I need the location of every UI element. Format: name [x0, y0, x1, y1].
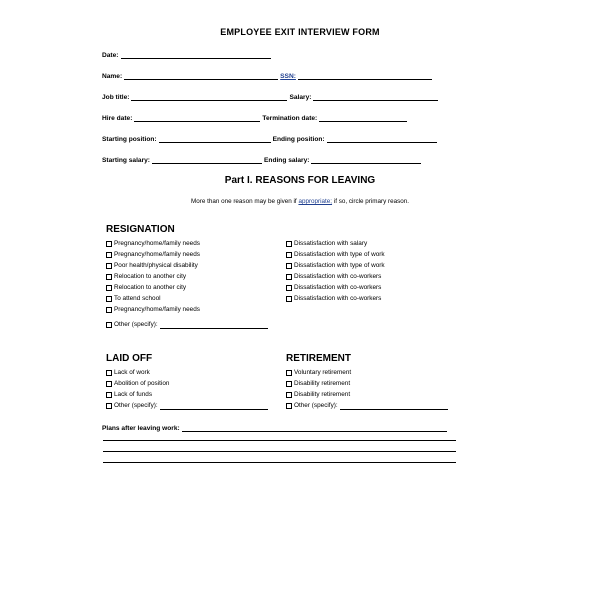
checkbox-label: Abolition of position [114, 380, 170, 387]
checkbox-label: Poor health/physical disability [114, 262, 198, 269]
note-text-before: More than one reason may be given if [190, 198, 299, 205]
starting-salary-field[interactable] [152, 155, 262, 164]
ssn-label: SSN: [280, 73, 296, 80]
part1-note [0, 198, 600, 205]
starting-salary-label: Starting salary: [102, 157, 151, 164]
plans-field-line-4[interactable] [103, 462, 456, 463]
retirement-heading: RETIREMENT [286, 353, 351, 364]
part1-title: Part I. REASONS FOR LEAVING [224, 175, 376, 186]
ending-salary-field[interactable] [311, 155, 421, 164]
hire-date-label: Hire date: [102, 115, 133, 122]
checkbox-label: Relocation to another city [114, 273, 187, 280]
plans-label: Plans after leaving work: [102, 425, 180, 432]
checkbox-item[interactable] [286, 249, 385, 260]
checkbox-item[interactable] [106, 238, 268, 249]
resignation-left-list [106, 238, 268, 330]
termination-date-field[interactable] [319, 113, 407, 122]
other-label: Other (specify): [294, 402, 338, 409]
note-link[interactable]: appropriate; [298, 198, 333, 205]
plans-field-line-1[interactable] [182, 423, 447, 432]
salary-field[interactable] [313, 92, 438, 101]
checkbox-item[interactable] [286, 238, 385, 249]
name-field[interactable] [124, 71, 278, 80]
checkbox-icon[interactable] [286, 274, 292, 280]
date-row [102, 47, 273, 59]
termination-date-label: Termination date: [262, 115, 318, 122]
checkbox-icon[interactable] [286, 381, 292, 387]
checkbox-item[interactable] [106, 271, 268, 282]
checkbox-icon[interactable] [286, 392, 292, 398]
checkbox-label: To attend school [114, 295, 161, 302]
checkbox-item[interactable] [106, 249, 268, 260]
checkbox-item[interactable] [286, 271, 385, 282]
resignation-other-item[interactable] [106, 319, 268, 330]
checkbox-item[interactable] [286, 389, 448, 400]
checkbox-icon[interactable] [286, 252, 292, 258]
date-label: Date: [102, 52, 119, 59]
job-title-row [102, 89, 440, 101]
starting-position-label: Starting position: [102, 136, 157, 143]
checkbox-icon[interactable] [286, 403, 292, 409]
job-title-field[interactable] [131, 92, 287, 101]
starting-position-field[interactable] [159, 134, 271, 143]
laid-off-list [106, 367, 268, 411]
checkbox-label: Dissatisfaction with type of work [294, 251, 385, 258]
checkbox-item[interactable] [106, 260, 268, 271]
retirement-other-item[interactable] [286, 400, 448, 411]
checkbox-label: Lack of work [114, 369, 150, 376]
ending-salary-label: Ending salary: [264, 157, 310, 164]
note-text-after: if so, circle primary reason. [332, 198, 410, 205]
checkbox-icon[interactable] [106, 403, 112, 409]
other-label: Other (specify): [114, 402, 158, 409]
laid-off-other-field[interactable] [160, 402, 268, 410]
resignation-other-field[interactable] [160, 321, 268, 329]
checkbox-label: Dissatisfaction with co-workers [294, 284, 382, 291]
job-title-label: Job title: [102, 94, 130, 101]
checkbox-icon[interactable] [106, 285, 112, 291]
checkbox-item[interactable] [106, 293, 268, 304]
checkbox-icon[interactable] [286, 296, 292, 302]
checkbox-icon[interactable] [286, 241, 292, 247]
checkbox-label: Disability retirement [294, 380, 351, 387]
ending-position-label: Ending position: [272, 136, 325, 143]
hire-date-field[interactable] [134, 113, 260, 122]
plans-row [102, 423, 449, 432]
position-row [102, 131, 439, 143]
checkbox-label: Lack of funds [114, 391, 153, 398]
resignation-heading: RESIGNATION [106, 224, 175, 235]
checkbox-label: Relocation to another city [114, 284, 187, 291]
checkbox-label: Disability retirement [294, 391, 351, 398]
checkbox-icon[interactable] [106, 307, 112, 313]
hire-date-row [102, 110, 409, 122]
checkbox-label: Dissatisfaction with salary [294, 240, 368, 247]
salary-range-row [102, 152, 423, 164]
checkbox-icon[interactable] [106, 263, 112, 269]
checkbox-item[interactable] [286, 293, 385, 304]
checkbox-icon[interactable] [106, 296, 112, 302]
checkbox-item[interactable] [286, 378, 448, 389]
retirement-other-field[interactable] [340, 402, 448, 410]
checkbox-label: Pregnancy/home/family needs [114, 240, 200, 247]
resignation-right-list [286, 238, 385, 304]
ssn-field[interactable] [298, 71, 432, 80]
form-title: EMPLOYEE EXIT INTERVIEW FORM [220, 27, 380, 37]
checkbox-icon[interactable] [106, 322, 112, 328]
plans-field-line-3[interactable] [103, 451, 456, 452]
checkbox-item[interactable] [106, 389, 268, 400]
laid-off-other-item[interactable] [106, 400, 268, 411]
checkbox-item[interactable] [106, 304, 268, 315]
checkbox-icon[interactable] [286, 263, 292, 269]
checkbox-icon[interactable] [106, 274, 112, 280]
checkbox-label: Dissatisfaction with co-workers [294, 295, 382, 302]
checkbox-label: Voluntary retirement [294, 369, 352, 376]
name-row [102, 68, 434, 80]
checkbox-icon[interactable] [286, 285, 292, 291]
checkbox-icon[interactable] [106, 370, 112, 376]
salary-label: Salary: [289, 94, 312, 101]
laid-off-heading: LAID OFF [106, 353, 153, 364]
checkbox-icon[interactable] [106, 381, 112, 387]
checkbox-item[interactable] [286, 367, 448, 378]
checkbox-item[interactable] [286, 282, 385, 293]
checkbox-item[interactable] [106, 282, 268, 293]
name-label: Name: [102, 73, 123, 80]
checkbox-item[interactable] [106, 378, 268, 389]
checkbox-icon[interactable] [286, 370, 292, 376]
ending-position-field[interactable] [327, 134, 437, 143]
checkbox-label: Dissatisfaction with type of work [294, 262, 385, 269]
other-label: Other (specify): [114, 321, 158, 328]
retirement-list [286, 367, 448, 411]
checkbox-icon[interactable] [106, 392, 112, 398]
plans-field-line-2[interactable] [103, 440, 456, 441]
checkbox-label: Dissatisfaction with co-workers [294, 273, 382, 280]
checkbox-item[interactable] [286, 260, 385, 271]
checkbox-label: Pregnancy/home/family needs [114, 306, 200, 313]
checkbox-icon[interactable] [106, 252, 112, 258]
checkbox-item[interactable] [106, 367, 268, 378]
checkbox-label: Pregnancy/home/family needs [114, 251, 200, 258]
date-field[interactable] [121, 50, 271, 59]
checkbox-icon[interactable] [106, 241, 112, 247]
